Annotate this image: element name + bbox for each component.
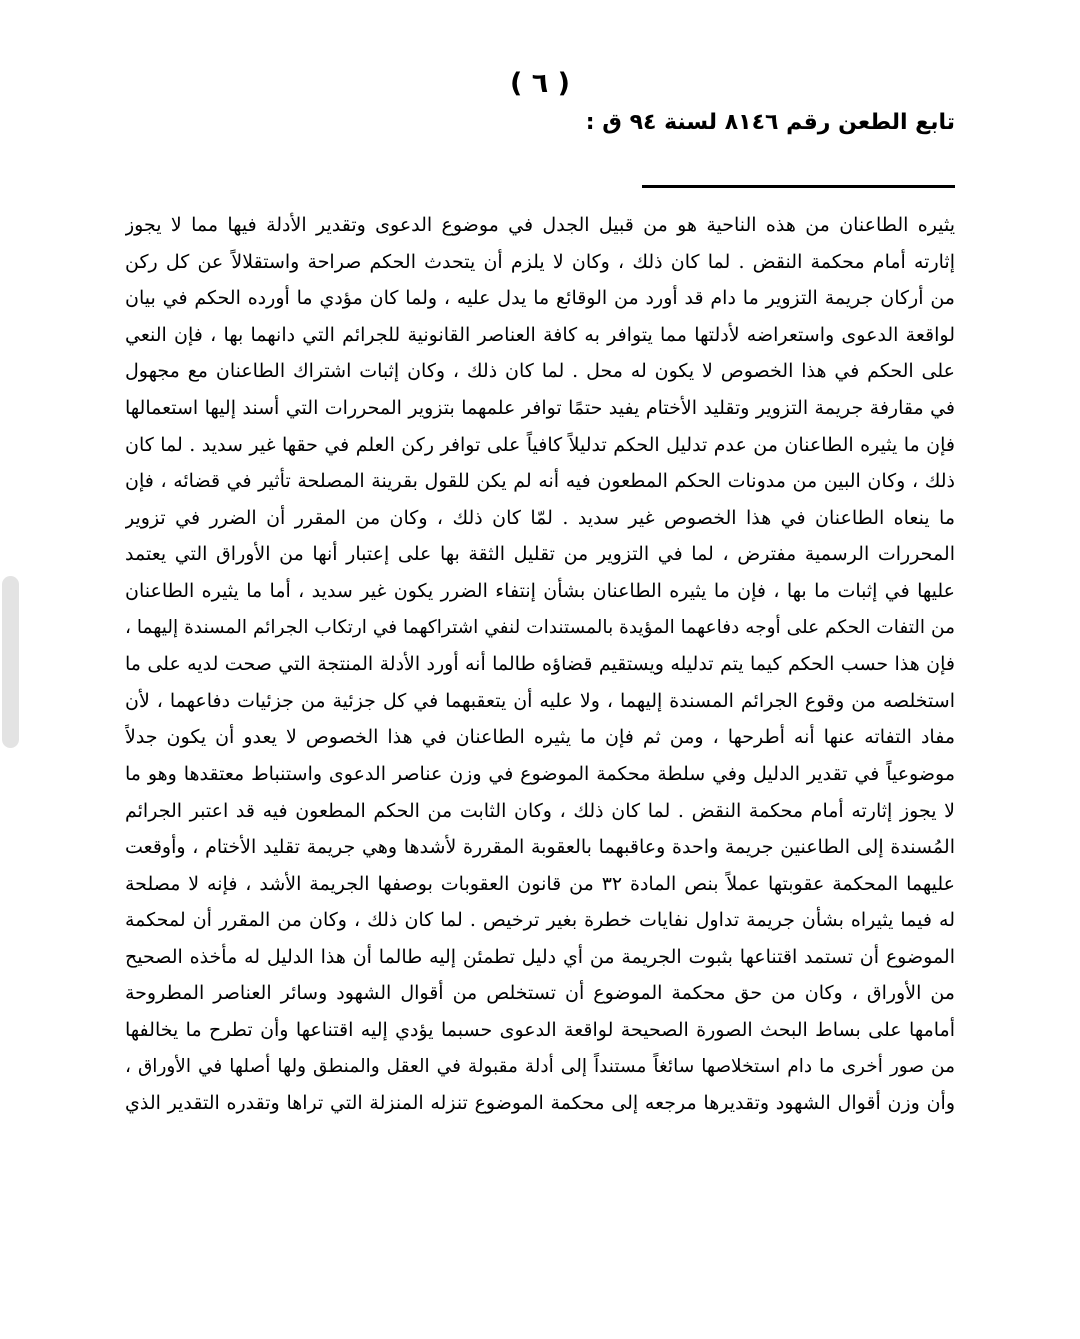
body-line: المُسندة إلى الطاعنين جريمة واحدة وعاقبهما بالعقوبة المقررة لأشدها وهي جريمة تقليد الأختام ، وأوقعت — [125, 836, 955, 859]
body-line: فإن ما يثيره الطاعنان من عدم تدليل الحكم تدليلاً كافياً على توافر ركن العلم في حقها غير سديد . لما كان — [125, 433, 955, 456]
body-line: عليها في إثبات ما بها ، فإن ما يثيره الطاعنان بشأن إنتفاء الضرر يكون غير سديد ، أما ما يثيره الطاعنان — [125, 579, 955, 602]
body-line: في مقارفة جريمة التزوير وتقليد الأختام يفيد حتمًا توافر علمهما بتزوير المحررات التي أسند إليها استعمالها — [125, 396, 955, 419]
body-line: فإن هذا حسب الحكم كيما يتم تدليله ويستقيم قضاؤه طالما أنه أورد الأدلة المنتجة التي صحت لديه على ما — [125, 653, 955, 676]
body-line: ما ينعاه الطاعنان في هذا الخصوص غير سديد . لمّا كان ذلك ، وكان من المقرر أن الضرر في تزوير — [125, 506, 955, 529]
body-line: الموضوع أن تستمد اقتناعها بثبوت الجريمة من أي دليل تطمئن إليه طالما أن هذا الدليل له مأخذه الصحيح — [125, 945, 955, 968]
appeal-header: تابع الطعن رقم ٨١٤٦ لسنة ٩٤ ق : — [585, 110, 955, 135]
body-line: استخلصه من وقوع الجرائم المسندة إليهما ، ولا عليه أن يتعقبهما في كل جزئية من جزئيات دفاعهما ، لأن — [125, 689, 955, 712]
body-line: أمامها على بساط البحث الصورة الصحيحة لواقعة الدعوى حسبما يؤدي إليه اقتناعها وأن تطرح ما يخالفها — [125, 1019, 955, 1042]
body-line: وأن وزن أقوال الشهود وتقديرها مرجعه إلى محكمة الموضوع تنزله المنزلة التي تراها وتقدره التقدير الذي — [125, 1092, 955, 1115]
body-line: من الأوراق ، وكان من حق محكمة الموضوع أن تستخلص من أقوال الشهود وسائر العناصر المطروحة — [125, 982, 955, 1005]
body-line: موضوعياً في تقدير الدليل وفي سلطة محكمة الموضوع في وزن عناصر الدعوى واستنباط معتقدها وهو ما — [125, 762, 955, 785]
body-line: يثيره الطاعنان من هذه الناحية هو من قبيل الجدل في موضوع الدعوى وتقدير الأدلة فيها مما لا يجوز — [125, 214, 955, 236]
body-line: من صور أخرى ما دام استخلاصها سائغاً مستنداً إلى أدلة مقبولة في العقل والمنطق ولها أصلها في الأوراق ، — [125, 1055, 955, 1077]
document-body — [125, 207, 955, 1122]
body-line: إثارته أمام محكمة النقض . لما كان ذلك ، وكان لا يلزم أن يتحدث الحكم صراحة واستقلالاً عن كل ركن — [125, 250, 955, 273]
body-line: من التفات الحكم على أوجه دفاعهما المؤيدة بالمستندات لنفي اشتراكهما في ارتكاب الجرائم المسندة إليهما ، — [125, 616, 955, 638]
body-line: ذلك ، وكان البين من مدونات الحكم المطعون فيه أنه لم يكن للقول بقرينة المصلحة تأثير في قضائه ، فإن — [125, 470, 955, 493]
body-line: لا يجوز إثارته أمام محكمة النقض . لما كان ذلك ، وكان الثابت من الحكم المطعون فيه قد اعتبر الجرائم — [125, 799, 955, 822]
body-line: من أركان جريمة التزوير ما دام قد أورد من الوقائع ما يدل عليه ، ولما كان مؤدي ما أورده الحكم في بيان — [125, 287, 955, 310]
body-line: مفاد التفاته عنها أنه أطرحها ، ومن ثم فإن ما يثيره الطاعنان في هذا الخصوص لا يعدو أن يكون جدلاً — [125, 726, 955, 749]
body-line: له فيما يثيراه بشأن جريمة تداول نفايات خطرة بغير ترخيص . لما كان ذلك ، وكان من المقرر أن لمحكمة — [125, 909, 955, 932]
scrollbar[interactable] — [2, 576, 19, 748]
body-line: عليهما المحكمة عقوبتها عملاً بنص المادة ٣٢ من قانون العقوبات بوصفها الجريمة الأشد ، فإنه لا مصلحة — [125, 872, 955, 895]
body-line: المحررات الرسمية مفترض ، لما في التزوير من تقليل الثقة بها على إعتبار أنها من الأوراق التي يعتمد — [125, 543, 955, 566]
body-line: لواقعة الدعوى واستعراضه لأدلتها مما يتوافر به كافة العناصر القانونية للجرائم التي دانهما بها ، فإن النعي — [125, 323, 955, 346]
header-divider — [642, 185, 955, 188]
page-number: ( ٦ ) — [510, 68, 570, 99]
body-line: على الحكم في هذا الخصوص لا يكون له محل . لما كان ذلك ، وكان إثبات اشتراك الطاعنان مع مجهول — [125, 360, 955, 383]
